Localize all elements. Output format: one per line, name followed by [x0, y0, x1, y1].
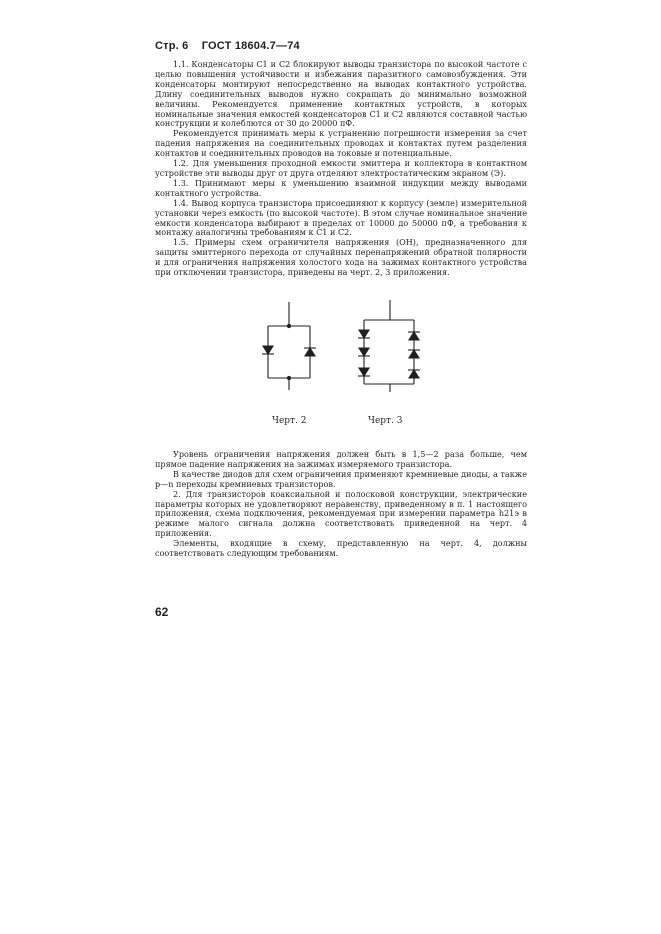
- paragraph-1-2: 1.2. Для уменьшения проходной емкости эмиттера и коллектора в контактном устройстве эти выводы друг от друга отделяют электростатическим экраном (Э).: [155, 158, 527, 178]
- fig3-diode-left-2: [358, 348, 370, 356]
- fig3-diode-left-1: [358, 330, 370, 338]
- paragraph-1-4: 1.4. Вывод корпуса транзистора присоединяют к корпусу (земле) измерительной установки через емкость (по высокой частоте). В этом случае номинальное значение емкости конденсатора выбирают в пределах от 10000 до 50000 пФ, а требования к монтажу аналогичны требованиям к C1 и C2.: [155, 197, 527, 238]
- paragraph-1-5: 1.5. Примеры схем ограничителя напряжения (ОН), предназначенного для защиты эмиттерного перехода от случайных перенапряжений обратной полярности и для ограничения напряжения холостого хода на зажимах контактного устройства при отключении транзистора, приведены на черт. 2, 3 приложения.: [155, 237, 527, 278]
- paragraph-elements: Элементы, входящие в схему, представленную на черт. 4, должны соответствовать следующим требованиям.: [155, 538, 527, 559]
- paragraph-1-3: 1.3. Принимают меры к уменьшению взаимной индукции между выводами контактного устройства.: [155, 177, 527, 198]
- text-block-lower: [155, 450, 527, 559]
- page-number: 62: [155, 605, 169, 619]
- paragraph-1-1: 1.1. Конденсаторы C1 и C2 блокируют выводы транзистора по высокой частоте с целью повышения устойчивости и избежания паразитного самовозбуждения. Эти конденсаторы монтируют непосредственно на выводах контактного устройства. Длину соединительных выводов нужно сокращать до минимально возможной величины. Рекомендуется применение контактных устройств, в которых номинальные значения емкостей конденсаторов C1 и C2 являются составной частью конструкции и колеблются от 30 до 20000 пФ.: [155, 59, 527, 129]
- fig2-diode-right: [304, 348, 316, 356]
- fig3-diode-right-3: [408, 370, 420, 378]
- fig3-diode-right-2: [408, 350, 420, 358]
- fig2-diode-left: [262, 346, 274, 354]
- paragraph-diodes: В качестве диодов для схем ограничения применяют кремниевые диоды, а также p—n переходы кремниевых транзисторов.: [155, 468, 527, 489]
- text-block-upper: [155, 60, 527, 278]
- figure-3-diagram: [350, 298, 432, 394]
- figure-2-caption: Черт. 2: [272, 416, 307, 426]
- fig3-diode-left-3: [358, 368, 370, 376]
- figure-3-caption: Черт. 3: [368, 416, 403, 426]
- paragraph-limit-level: Уровень ограничения напряжения должен быть в 1,5—2 раза больше, чем прямое падение напряжения на зажимах измеряемого транзистора.: [155, 449, 527, 469]
- figure-2-diagram: [258, 300, 320, 392]
- fig3-diode-right-1: [408, 332, 420, 340]
- standard-number: ГОСТ 18604.7—74: [201, 40, 300, 52]
- page-header: [155, 40, 535, 52]
- page-label: Стр. 6: [155, 40, 189, 52]
- paragraph-2: 2. Для транзисторов коаксиальной и полосковой конструкции, электрические параметры которых не удовлетворяют неравенству, приведенному в п. 1 настоящего приложения, схема подключения, рекомендуемая при измерении параметра h21э в режиме малого сигнала должна соответствовать приведенной на черт. 4 приложения.: [155, 488, 527, 539]
- paragraph-recommendation: Рекомендуется принимать меры к устранению погрешности измерения за счет падения напряжения на соединительных проводах и контактах путем разделения контактов и соединительных проводов на токовые и потенциальные.: [155, 128, 527, 159]
